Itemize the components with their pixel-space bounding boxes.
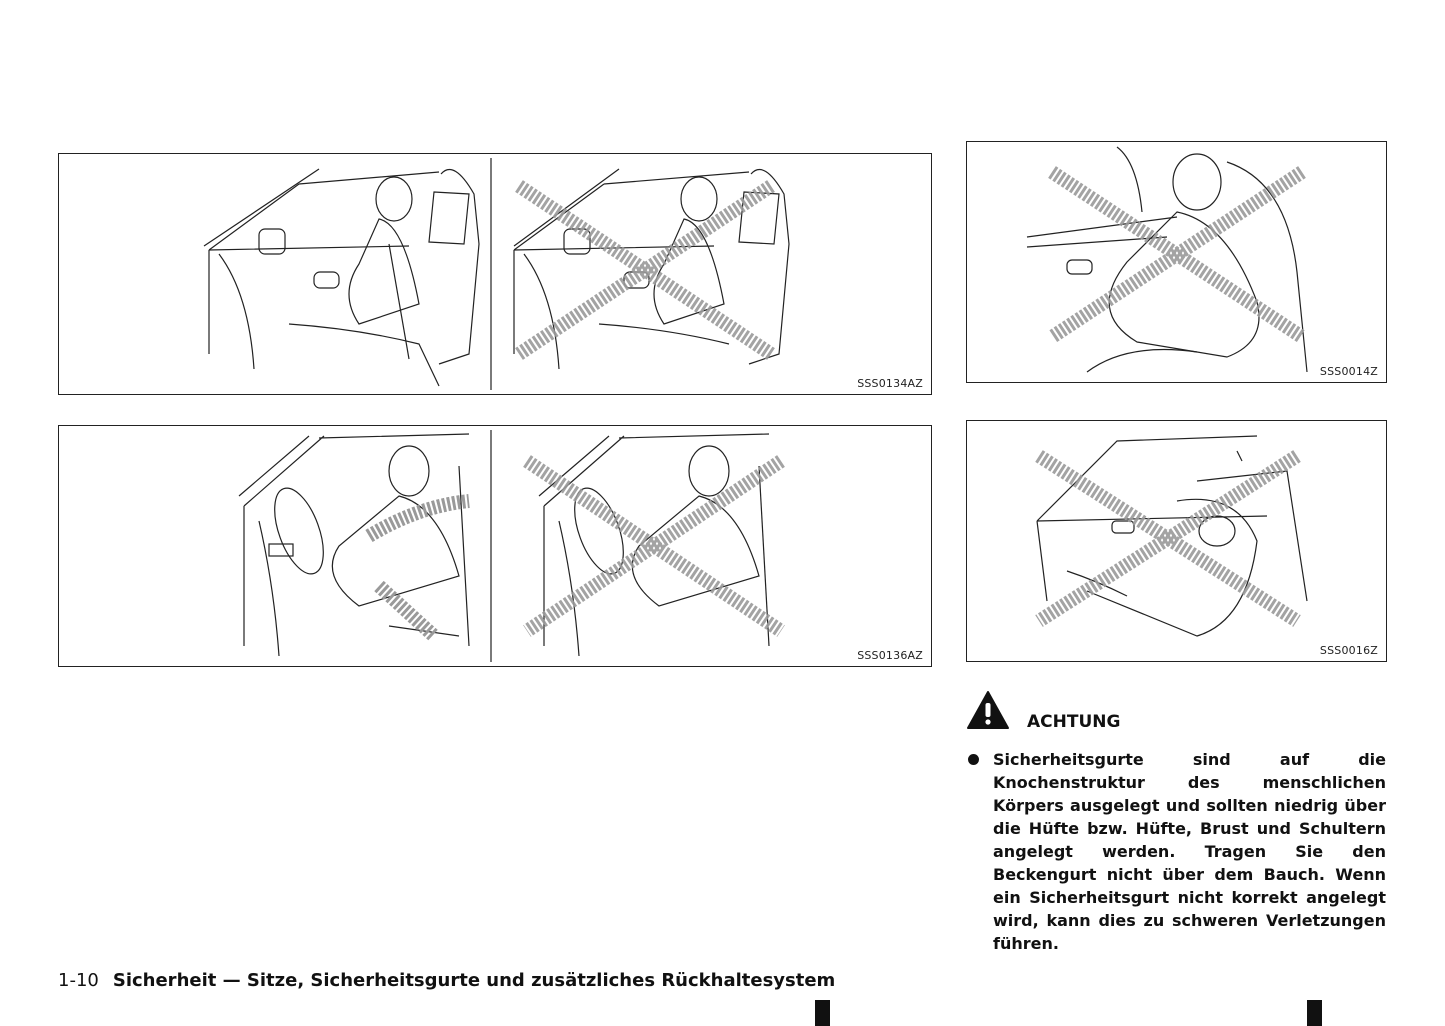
figure-reclined-wrong-belt xyxy=(966,420,1387,662)
figure-code: SSS0014Z xyxy=(1319,365,1378,378)
warning-text: Sicherheitsgurte sind auf die Knochenstruktur des menschlichen Körpers ausgelegt und sollten niedrig über die Hüfte bzw. Hüfte, Brust und Schultern angelegt werden. Tragen Sie den Beckengurt nicht über dem Bauch. Wenn ein Sicherheitsgurt nicht korrekt angelegt wird, kann dies zu schweren Verletzungen führen. xyxy=(993,750,1386,953)
figure-code: SSS0136AZ xyxy=(857,649,923,662)
figure-reclined-illustration xyxy=(967,421,1388,663)
figure-code: SSS0016Z xyxy=(1319,644,1378,657)
figure-driver-belt xyxy=(58,425,932,667)
warning-title: ACHTUNG xyxy=(1027,712,1121,732)
figure-pregnant-wrong-belt xyxy=(966,141,1387,383)
figure-driver-belt-illustration xyxy=(59,426,933,668)
section-title: Sicherheit — Sitze, Sicherheitsgurte und zusätzliches Rückhaltesystem xyxy=(112,970,836,991)
page-number: 1-10 xyxy=(58,970,99,991)
crop-mark-left xyxy=(815,1000,830,1026)
warning-triangle-icon xyxy=(966,690,1010,730)
figure-code: SSS0134AZ xyxy=(857,377,923,390)
crop-mark-right xyxy=(1307,1000,1322,1026)
bullet-icon xyxy=(968,754,979,765)
figure-pregnant-illustration xyxy=(967,142,1388,384)
figure-seated-belt xyxy=(58,153,932,395)
figure-seated-belt-illustration xyxy=(59,154,933,396)
page-footer xyxy=(58,970,835,991)
